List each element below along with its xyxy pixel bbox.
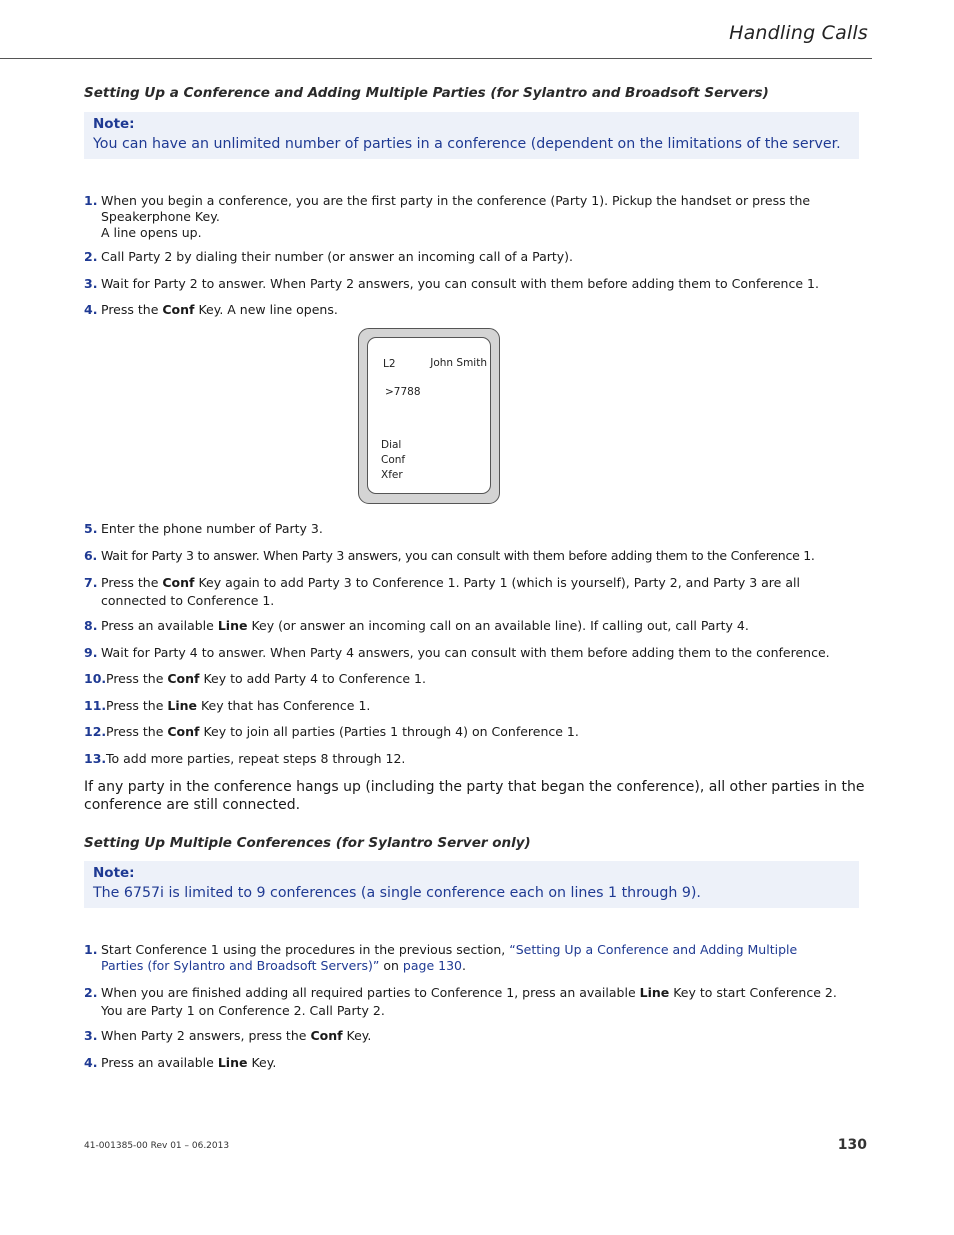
phone-line-label: L2 [383, 358, 396, 370]
note-box-conference-limit [84, 861, 859, 908]
step-text: You are Party 1 on Conference 2. Call Party 2. [101, 1003, 385, 1018]
step-number: 9. [84, 645, 98, 660]
step-number: 7. [84, 575, 98, 590]
step-text: Wait for Party 2 to answer. When Party 2 answers, you can consult with them before adding them to Conference 1. [101, 276, 819, 291]
key-name: Line [217, 1055, 248, 1070]
step-text: Key to join all parties (Parties 1 through 4) on Conference 1. [199, 724, 579, 739]
list-item [84, 548, 815, 564]
key-name: Conf [162, 575, 195, 590]
step-number: 3. [84, 1028, 98, 1043]
step-number: 1. [84, 942, 98, 957]
page-reference-link[interactable]: page 130 [402, 958, 462, 973]
softkey-dial: Dial [381, 439, 402, 451]
step-text: Speakerphone Key. [101, 209, 220, 224]
step-text: Call Party 2 by dialing their number (or answer an incoming call of a Party). [101, 249, 574, 264]
closing-paragraph: If any party in the conference hangs up (including the party that began the conference), all other parties in the conference are still connected. [84, 779, 865, 813]
step-text: Start Conference 1 using the procedures in the previous section, [101, 942, 510, 957]
list-item [84, 942, 797, 974]
step-text: Press the [106, 724, 168, 739]
step-text: Key. [342, 1028, 372, 1043]
step-text: Press an available [101, 618, 218, 633]
key-name: Conf [167, 671, 200, 686]
list-item [84, 193, 810, 241]
list-item [84, 698, 370, 714]
step-number: 2. [84, 249, 98, 264]
step-number: 2. [84, 985, 98, 1000]
note-label: Note: [93, 865, 135, 881]
list-item [84, 1055, 276, 1071]
step-number: 11. [84, 698, 107, 713]
step-number: 5. [84, 521, 98, 536]
phone-display-illustration [358, 328, 500, 504]
step-number: 13. [84, 751, 107, 766]
step-text: Key. [247, 1055, 277, 1070]
phone-screen [367, 337, 491, 494]
note-box-unlimited-parties [84, 112, 859, 159]
list-item [84, 671, 426, 687]
step-number: 4. [84, 1055, 98, 1070]
step-text: When you begin a conference, you are the first party in the conference (Party 1). Pickup the handset or press the [101, 193, 811, 208]
list-item [84, 302, 338, 318]
document-id: 41-001385-00 Rev 01 – 06.2013 [84, 1141, 230, 1151]
step-text: Key (or answer an incoming call on an available line). If calling out, call Party 4. [247, 618, 749, 633]
step-text: Press the [106, 698, 168, 713]
key-name: Conf [162, 302, 195, 317]
key-name: Line [639, 985, 670, 1000]
step-text: Enter the phone number of Party 3. [101, 521, 323, 536]
softkey-conf: Conf [381, 454, 406, 466]
step-number: 6. [84, 548, 97, 563]
step-number: 1. [84, 193, 98, 208]
list-item [84, 724, 579, 740]
step-text: . [461, 958, 466, 973]
phone-caller-name: John Smith [430, 357, 487, 369]
step-text: When you are finished adding all required parties to Conference 1, press an available [101, 985, 640, 1000]
list-item [84, 751, 405, 767]
step-text: Key to start Conference 2. [669, 985, 837, 1000]
note-text: The 6757i is limited to 9 conferences (a single conference each on lines 1 through 9). [93, 885, 701, 901]
key-name: Conf [167, 724, 200, 739]
key-name: Line [217, 618, 248, 633]
note-text: You can have an unlimited number of parties in a conference (dependent on the limitations of the server. [93, 136, 841, 152]
step-text: Wait for Party 4 to answer. When Party 4 answers, you can consult with them before adding them to the conference. [101, 645, 830, 660]
step-number: 4. [84, 302, 98, 317]
step-number: 12. [84, 724, 107, 739]
running-header-title: Handling Calls [729, 22, 868, 44]
step-text: on [379, 958, 403, 973]
step-text: To add more parties, repeat steps 8 through 12. [106, 751, 406, 766]
phone-dialed-number: >7788 [385, 386, 421, 398]
step-text: A line opens up. [101, 225, 202, 240]
list-item [84, 521, 323, 537]
list-item [84, 1028, 371, 1044]
step-number: 3. [84, 276, 98, 291]
softkey-xfer: Xfer [381, 469, 403, 481]
page-number: 130 [837, 1137, 867, 1153]
step-text: Press the [101, 575, 163, 590]
section-cross-reference-link[interactable]: “Setting Up a Conference and Adding Multiple Parties (for Sylantro and Broadsoft Servers)” [101, 942, 798, 973]
section-heading-multiple-conferences: Setting Up Multiple Conferences (for Sylantro Server only) [84, 835, 531, 851]
step-text: Key that has Conference 1. [197, 698, 371, 713]
step-number: 10. [84, 671, 107, 686]
step-text: When Party 2 answers, press the [101, 1028, 311, 1043]
step-text: Key to add Party 4 to Conference 1. [199, 671, 426, 686]
note-label: Note: [93, 116, 135, 132]
step-text: Press the [106, 671, 168, 686]
step-number: 8. [84, 618, 98, 633]
step-text: connected to Conference 1. [101, 593, 275, 608]
step-text: Wait for Party 3 to answer. When Party 3 answers, you can consult with them before adding them to the Conference 1. [101, 548, 815, 563]
list-item [84, 618, 749, 634]
step-text: Key. A new line opens. [194, 302, 338, 317]
step-text: Press an available [101, 1055, 218, 1070]
list-item [84, 645, 830, 661]
list-item [84, 984, 837, 1020]
key-name: Line [167, 698, 197, 713]
list-item [84, 574, 800, 610]
section-heading-conference: Setting Up a Conference and Adding Multiple Parties (for Sylantro and Broadsoft Servers) [84, 85, 769, 101]
step-text: Key again to add Party 3 to Conference 1. Party 1 (which is yourself), Party 2, and Party 3 are all [194, 575, 800, 590]
header-divider [0, 58, 872, 59]
list-item [84, 249, 573, 265]
list-item [84, 276, 819, 292]
step-text: Press the [101, 302, 163, 317]
key-name: Conf [310, 1028, 343, 1043]
